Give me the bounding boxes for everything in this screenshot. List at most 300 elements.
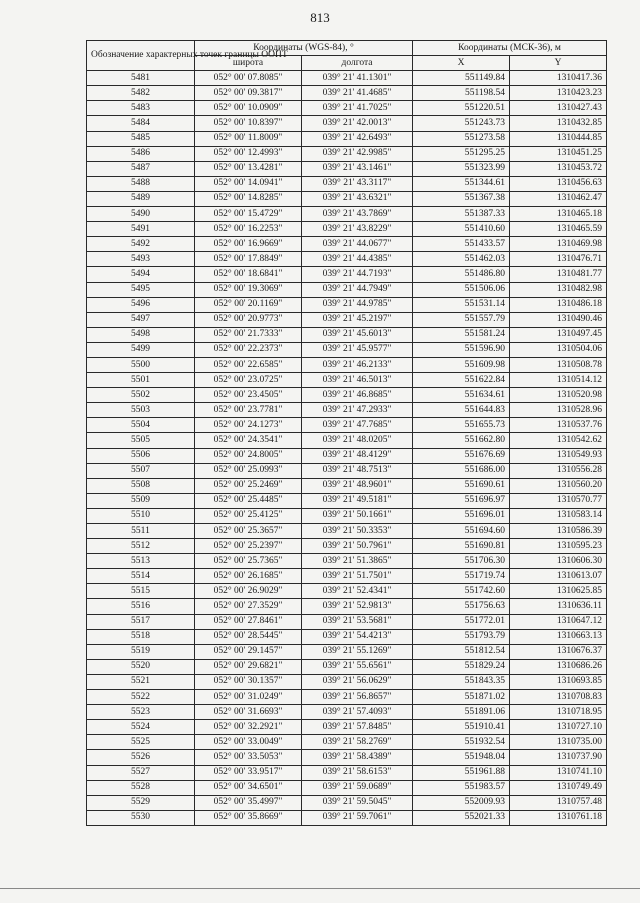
header-msk: Координаты (МСК-36), м	[413, 41, 607, 56]
latitude-cell: 052° 00' 35.8669"	[195, 810, 302, 825]
longitude-cell: 039° 21' 44.7193"	[302, 267, 413, 282]
point-id-cell: 5522	[87, 690, 195, 705]
longitude-cell: 039° 21' 58.4389"	[302, 750, 413, 765]
y-cell: 1310647.12	[510, 614, 607, 629]
table-row	[87, 810, 607, 825]
table-row	[87, 584, 607, 599]
x-cell: 551843.35	[413, 674, 510, 689]
table-row	[87, 614, 607, 629]
point-id-cell: 5481	[87, 71, 195, 86]
longitude-cell: 039° 21' 45.9577"	[302, 342, 413, 357]
latitude-cell: 052° 00' 27.3529"	[195, 599, 302, 614]
y-cell: 1310423.23	[510, 86, 607, 101]
point-id-cell: 5517	[87, 614, 195, 629]
table-row	[87, 795, 607, 810]
latitude-cell: 052° 00' 16.9669"	[195, 237, 302, 252]
longitude-cell: 039° 21' 43.1461"	[302, 161, 413, 176]
y-cell: 1310481.77	[510, 267, 607, 282]
latitude-cell: 052° 00' 13.4281"	[195, 161, 302, 176]
point-id-cell: 5483	[87, 101, 195, 116]
longitude-cell: 039° 21' 46.2133"	[302, 357, 413, 372]
table-row	[87, 327, 607, 342]
longitude-cell: 039° 21' 43.7869"	[302, 207, 413, 222]
point-id-cell: 5530	[87, 810, 195, 825]
point-id-cell: 5523	[87, 705, 195, 720]
latitude-cell: 052° 00' 22.6585"	[195, 357, 302, 372]
longitude-cell: 039° 21' 41.7025"	[302, 101, 413, 116]
latitude-cell: 052° 00' 07.8085"	[195, 71, 302, 86]
longitude-cell: 039° 21' 45.6013"	[302, 327, 413, 342]
latitude-cell: 052° 00' 20.1169"	[195, 297, 302, 312]
point-id-cell: 5492	[87, 237, 195, 252]
longitude-cell: 039° 21' 58.6153"	[302, 765, 413, 780]
y-cell: 1310757.48	[510, 795, 607, 810]
latitude-cell: 052° 00' 23.4505"	[195, 388, 302, 403]
x-cell: 551676.69	[413, 448, 510, 463]
latitude-cell: 052° 00' 19.3069"	[195, 282, 302, 297]
latitude-cell: 052° 00' 33.0049"	[195, 735, 302, 750]
x-cell: 552021.33	[413, 810, 510, 825]
point-id-cell: 5501	[87, 373, 195, 388]
table-row	[87, 765, 607, 780]
point-id-cell: 5506	[87, 448, 195, 463]
y-cell: 1310490.46	[510, 312, 607, 327]
point-id-cell: 5500	[87, 357, 195, 372]
table-row	[87, 720, 607, 735]
latitude-cell: 052° 00' 18.6841"	[195, 267, 302, 282]
y-cell: 1310465.59	[510, 222, 607, 237]
page-number: 813	[310, 10, 330, 25]
point-id-cell: 5515	[87, 584, 195, 599]
point-id-cell: 5489	[87, 191, 195, 206]
x-cell: 551696.97	[413, 493, 510, 508]
y-cell: 1310427.43	[510, 101, 607, 116]
latitude-cell: 052° 00' 29.1457"	[195, 644, 302, 659]
point-id-cell: 5518	[87, 629, 195, 644]
table-row	[87, 222, 607, 237]
latitude-cell: 052° 00' 32.2921"	[195, 720, 302, 735]
longitude-cell: 039° 21' 48.0205"	[302, 433, 413, 448]
point-id-cell: 5495	[87, 282, 195, 297]
x-cell: 551387.33	[413, 207, 510, 222]
latitude-cell: 052° 00' 10.8397"	[195, 116, 302, 131]
latitude-cell: 052° 00' 25.4125"	[195, 508, 302, 523]
y-cell: 1310542.62	[510, 433, 607, 448]
x-cell: 551961.88	[413, 765, 510, 780]
longitude-cell: 039° 21' 43.8229"	[302, 222, 413, 237]
point-id-cell: 5520	[87, 659, 195, 674]
y-cell: 1310462.47	[510, 191, 607, 206]
point-id-cell: 5519	[87, 644, 195, 659]
table-row	[87, 750, 607, 765]
y-cell: 1310613.07	[510, 569, 607, 584]
x-cell: 551662.80	[413, 433, 510, 448]
longitude-cell: 039° 21' 44.4385"	[302, 252, 413, 267]
table-row	[87, 252, 607, 267]
point-id-cell: 5494	[87, 267, 195, 282]
longitude-cell: 039° 21' 55.6561"	[302, 659, 413, 674]
latitude-cell: 052° 00' 33.5053"	[195, 750, 302, 765]
latitude-cell: 052° 00' 33.9517"	[195, 765, 302, 780]
y-cell: 1310453.72	[510, 161, 607, 176]
x-cell: 551323.99	[413, 161, 510, 176]
x-cell: 551243.73	[413, 116, 510, 131]
point-id-cell: 5521	[87, 674, 195, 689]
x-cell: 551531.14	[413, 297, 510, 312]
y-cell: 1310486.18	[510, 297, 607, 312]
y-cell: 1310693.85	[510, 674, 607, 689]
longitude-cell: 039° 21' 47.7685"	[302, 418, 413, 433]
table-row	[87, 403, 607, 418]
x-cell: 551910.41	[413, 720, 510, 735]
latitude-cell: 052° 00' 31.6693"	[195, 705, 302, 720]
longitude-cell: 039° 21' 46.8685"	[302, 388, 413, 403]
point-id-cell: 5491	[87, 222, 195, 237]
y-cell: 1310737.90	[510, 750, 607, 765]
x-cell: 551756.63	[413, 599, 510, 614]
longitude-cell: 039° 21' 50.1661"	[302, 508, 413, 523]
longitude-cell: 039° 21' 43.3117"	[302, 176, 413, 191]
y-cell: 1310761.18	[510, 810, 607, 825]
latitude-cell: 052° 00' 12.4993"	[195, 146, 302, 161]
latitude-cell: 052° 00' 25.7365"	[195, 554, 302, 569]
table-row	[87, 116, 607, 131]
table-body	[87, 71, 607, 826]
y-cell: 1310686.26	[510, 659, 607, 674]
header-longitude: долгота	[302, 56, 413, 71]
table-row	[87, 478, 607, 493]
table-row	[87, 101, 607, 116]
point-id-cell: 5490	[87, 207, 195, 222]
x-cell: 551932.54	[413, 735, 510, 750]
longitude-cell: 039° 21' 59.0689"	[302, 780, 413, 795]
table-row	[87, 373, 607, 388]
y-cell: 1310606.30	[510, 554, 607, 569]
point-id-cell: 5503	[87, 403, 195, 418]
table-row	[87, 312, 607, 327]
point-id-cell: 5486	[87, 146, 195, 161]
table-row	[87, 131, 607, 146]
latitude-cell: 052° 00' 21.7333"	[195, 327, 302, 342]
longitude-cell: 039° 21' 56.8657"	[302, 690, 413, 705]
longitude-cell: 039° 21' 51.3865"	[302, 554, 413, 569]
point-id-cell: 5512	[87, 539, 195, 554]
x-cell: 551486.80	[413, 267, 510, 282]
point-id-cell: 5529	[87, 795, 195, 810]
x-cell: 551696.01	[413, 508, 510, 523]
longitude-cell: 039° 21' 58.2769"	[302, 735, 413, 750]
table-row	[87, 674, 607, 689]
y-cell: 1310528.96	[510, 403, 607, 418]
latitude-cell: 052° 00' 16.2253"	[195, 222, 302, 237]
longitude-cell: 039° 21' 56.0629"	[302, 674, 413, 689]
x-cell: 551367.38	[413, 191, 510, 206]
longitude-cell: 039° 21' 42.9985"	[302, 146, 413, 161]
table-row	[87, 282, 607, 297]
y-cell: 1310451.25	[510, 146, 607, 161]
x-cell: 551433.57	[413, 237, 510, 252]
table-row	[87, 705, 607, 720]
table-row	[87, 71, 607, 86]
longitude-cell: 039° 21' 48.4129"	[302, 448, 413, 463]
header-point: Обозначение характерных точек границы ООПТ	[87, 41, 195, 71]
y-cell: 1310556.28	[510, 463, 607, 478]
longitude-cell: 039° 21' 54.4213"	[302, 629, 413, 644]
longitude-cell: 039° 21' 53.5681"	[302, 614, 413, 629]
latitude-cell: 052° 00' 24.8005"	[195, 448, 302, 463]
latitude-cell: 052° 00' 25.4485"	[195, 493, 302, 508]
longitude-cell: 039° 21' 44.0677"	[302, 237, 413, 252]
longitude-cell: 039° 21' 43.6321"	[302, 191, 413, 206]
point-id-cell: 5493	[87, 252, 195, 267]
latitude-cell: 052° 00' 15.4729"	[195, 207, 302, 222]
point-id-cell: 5498	[87, 327, 195, 342]
y-cell: 1310456.63	[510, 176, 607, 191]
footer-rule	[0, 888, 640, 889]
latitude-cell: 052° 00' 28.5445"	[195, 629, 302, 644]
point-id-cell: 5502	[87, 388, 195, 403]
table-row	[87, 388, 607, 403]
latitude-cell: 052° 00' 25.2469"	[195, 478, 302, 493]
longitude-cell: 039° 21' 55.1269"	[302, 644, 413, 659]
coordinates-table	[86, 40, 607, 826]
point-id-cell: 5527	[87, 765, 195, 780]
point-id-cell: 5528	[87, 780, 195, 795]
longitude-cell: 039° 21' 52.4341"	[302, 584, 413, 599]
y-cell: 1310537.76	[510, 418, 607, 433]
latitude-cell: 052° 00' 25.3657"	[195, 524, 302, 539]
x-cell: 551772.01	[413, 614, 510, 629]
x-cell: 551983.57	[413, 780, 510, 795]
longitude-cell: 039° 21' 41.1301"	[302, 71, 413, 86]
longitude-cell: 039° 21' 48.9601"	[302, 478, 413, 493]
point-id-cell: 5516	[87, 599, 195, 614]
longitude-cell: 039° 21' 57.8485"	[302, 720, 413, 735]
y-cell: 1310504.06	[510, 342, 607, 357]
latitude-cell: 052° 00' 30.1357"	[195, 674, 302, 689]
longitude-cell: 039° 21' 57.4093"	[302, 705, 413, 720]
table-row	[87, 524, 607, 539]
longitude-cell: 039° 21' 50.7961"	[302, 539, 413, 554]
y-cell: 1310625.85	[510, 584, 607, 599]
x-cell: 551644.83	[413, 403, 510, 418]
longitude-cell: 039° 21' 45.2197"	[302, 312, 413, 327]
latitude-cell: 052° 00' 23.7781"	[195, 403, 302, 418]
x-cell: 551742.60	[413, 584, 510, 599]
y-cell: 1310595.23	[510, 539, 607, 554]
y-cell: 1310549.93	[510, 448, 607, 463]
y-cell: 1310586.39	[510, 524, 607, 539]
y-cell: 1310583.14	[510, 508, 607, 523]
x-cell: 551793.79	[413, 629, 510, 644]
latitude-cell: 052° 00' 31.0249"	[195, 690, 302, 705]
x-cell: 551694.60	[413, 524, 510, 539]
x-cell: 551596.90	[413, 342, 510, 357]
x-cell: 551410.60	[413, 222, 510, 237]
table-row	[87, 629, 607, 644]
y-cell: 1310727.10	[510, 720, 607, 735]
table-row	[87, 493, 607, 508]
x-cell: 551557.79	[413, 312, 510, 327]
point-id-cell: 5499	[87, 342, 195, 357]
latitude-cell: 052° 00' 35.4997"	[195, 795, 302, 810]
longitude-cell: 039° 21' 47.2933"	[302, 403, 413, 418]
x-cell: 551506.06	[413, 282, 510, 297]
longitude-cell: 039° 21' 44.9785"	[302, 297, 413, 312]
y-cell: 1310735.00	[510, 735, 607, 750]
table-row	[87, 690, 607, 705]
longitude-cell: 039° 21' 42.0013"	[302, 116, 413, 131]
y-cell: 1310432.85	[510, 116, 607, 131]
x-cell: 551462.03	[413, 252, 510, 267]
table-row	[87, 297, 607, 312]
header-wgs: Координаты (WGS-84), °	[195, 41, 413, 56]
y-cell: 1310417.36	[510, 71, 607, 86]
header-x: X	[413, 56, 510, 71]
table-row	[87, 357, 607, 372]
table-row	[87, 735, 607, 750]
header-y: Y	[510, 56, 607, 71]
x-cell: 551609.98	[413, 357, 510, 372]
y-cell: 1310749.49	[510, 780, 607, 795]
point-id-cell: 5497	[87, 312, 195, 327]
point-id-cell: 5496	[87, 297, 195, 312]
y-cell: 1310508.78	[510, 357, 607, 372]
latitude-cell: 052° 00' 24.3541"	[195, 433, 302, 448]
point-id-cell: 5484	[87, 116, 195, 131]
table-row	[87, 207, 607, 222]
point-id-cell: 5513	[87, 554, 195, 569]
point-id-cell: 5505	[87, 433, 195, 448]
x-cell: 551220.51	[413, 101, 510, 116]
y-cell: 1310444.85	[510, 131, 607, 146]
point-id-cell: 5482	[87, 86, 195, 101]
x-cell: 551149.84	[413, 71, 510, 86]
x-cell: 551829.24	[413, 659, 510, 674]
longitude-cell: 039° 21' 49.5181"	[302, 493, 413, 508]
table-row	[87, 267, 607, 282]
longitude-cell: 039° 21' 42.6493"	[302, 131, 413, 146]
header-latitude: широта	[195, 56, 302, 71]
x-cell: 551655.73	[413, 418, 510, 433]
y-cell: 1310676.37	[510, 644, 607, 659]
longitude-cell: 039° 21' 51.7501"	[302, 569, 413, 584]
x-cell: 551622.84	[413, 373, 510, 388]
latitude-cell: 052° 00' 25.2397"	[195, 539, 302, 554]
x-cell: 551891.06	[413, 705, 510, 720]
x-cell: 551273.58	[413, 131, 510, 146]
latitude-cell: 052° 00' 09.3817"	[195, 86, 302, 101]
x-cell: 551295.25	[413, 146, 510, 161]
table-row	[87, 86, 607, 101]
point-id-cell: 5511	[87, 524, 195, 539]
latitude-cell: 052° 00' 11.8009"	[195, 131, 302, 146]
x-cell: 551719.74	[413, 569, 510, 584]
latitude-cell: 052° 00' 23.0725"	[195, 373, 302, 388]
y-cell: 1310520.98	[510, 388, 607, 403]
table-row	[87, 418, 607, 433]
table-row	[87, 644, 607, 659]
table-row	[87, 342, 607, 357]
x-cell: 551690.81	[413, 539, 510, 554]
point-id-cell: 5504	[87, 418, 195, 433]
table-row	[87, 161, 607, 176]
table-row	[87, 539, 607, 554]
table-row	[87, 191, 607, 206]
latitude-cell: 052° 00' 25.0993"	[195, 463, 302, 478]
latitude-cell: 052° 00' 17.8849"	[195, 252, 302, 267]
table-row	[87, 569, 607, 584]
y-cell: 1310570.77	[510, 493, 607, 508]
point-id-cell: 5487	[87, 161, 195, 176]
latitude-cell: 052° 00' 14.8285"	[195, 191, 302, 206]
y-cell: 1310465.18	[510, 207, 607, 222]
point-id-cell: 5508	[87, 478, 195, 493]
point-id-cell: 5524	[87, 720, 195, 735]
y-cell: 1310497.45	[510, 327, 607, 342]
table-row	[87, 146, 607, 161]
y-cell: 1310663.13	[510, 629, 607, 644]
latitude-cell: 052° 00' 14.0941"	[195, 176, 302, 191]
x-cell: 551581.24	[413, 327, 510, 342]
longitude-cell: 039° 21' 50.3353"	[302, 524, 413, 539]
longitude-cell: 039° 21' 46.5013"	[302, 373, 413, 388]
x-cell: 551948.04	[413, 750, 510, 765]
latitude-cell: 052° 00' 34.6501"	[195, 780, 302, 795]
longitude-cell: 039° 21' 52.9813"	[302, 599, 413, 614]
x-cell: 551812.54	[413, 644, 510, 659]
point-id-cell: 5507	[87, 463, 195, 478]
table-row	[87, 433, 607, 448]
latitude-cell: 052° 00' 27.8461"	[195, 614, 302, 629]
y-cell: 1310636.11	[510, 599, 607, 614]
y-cell: 1310560.20	[510, 478, 607, 493]
longitude-cell: 039° 21' 41.4685"	[302, 86, 413, 101]
latitude-cell: 052° 00' 26.9029"	[195, 584, 302, 599]
y-cell: 1310482.98	[510, 282, 607, 297]
header-row-main	[87, 41, 607, 56]
latitude-cell: 052° 00' 24.1273"	[195, 418, 302, 433]
longitude-cell: 039° 21' 59.7061"	[302, 810, 413, 825]
y-cell: 1310741.10	[510, 765, 607, 780]
y-cell: 1310514.12	[510, 373, 607, 388]
latitude-cell: 052° 00' 20.9773"	[195, 312, 302, 327]
table-row	[87, 508, 607, 523]
table-row	[87, 237, 607, 252]
latitude-cell: 052° 00' 26.1685"	[195, 569, 302, 584]
x-cell: 551198.54	[413, 86, 510, 101]
y-cell: 1310469.98	[510, 237, 607, 252]
longitude-cell: 039° 21' 48.7513"	[302, 463, 413, 478]
y-cell: 1310476.71	[510, 252, 607, 267]
x-cell: 551634.61	[413, 388, 510, 403]
x-cell: 552009.93	[413, 795, 510, 810]
table-row	[87, 659, 607, 674]
latitude-cell: 052° 00' 29.6821"	[195, 659, 302, 674]
table-row	[87, 599, 607, 614]
table-row	[87, 448, 607, 463]
table-row	[87, 176, 607, 191]
point-id-cell: 5509	[87, 493, 195, 508]
table-row	[87, 780, 607, 795]
x-cell: 551706.30	[413, 554, 510, 569]
point-id-cell: 5526	[87, 750, 195, 765]
y-cell: 1310718.95	[510, 705, 607, 720]
longitude-cell: 039° 21' 59.5045"	[302, 795, 413, 810]
point-id-cell: 5488	[87, 176, 195, 191]
point-id-cell: 5510	[87, 508, 195, 523]
y-cell: 1310708.83	[510, 690, 607, 705]
